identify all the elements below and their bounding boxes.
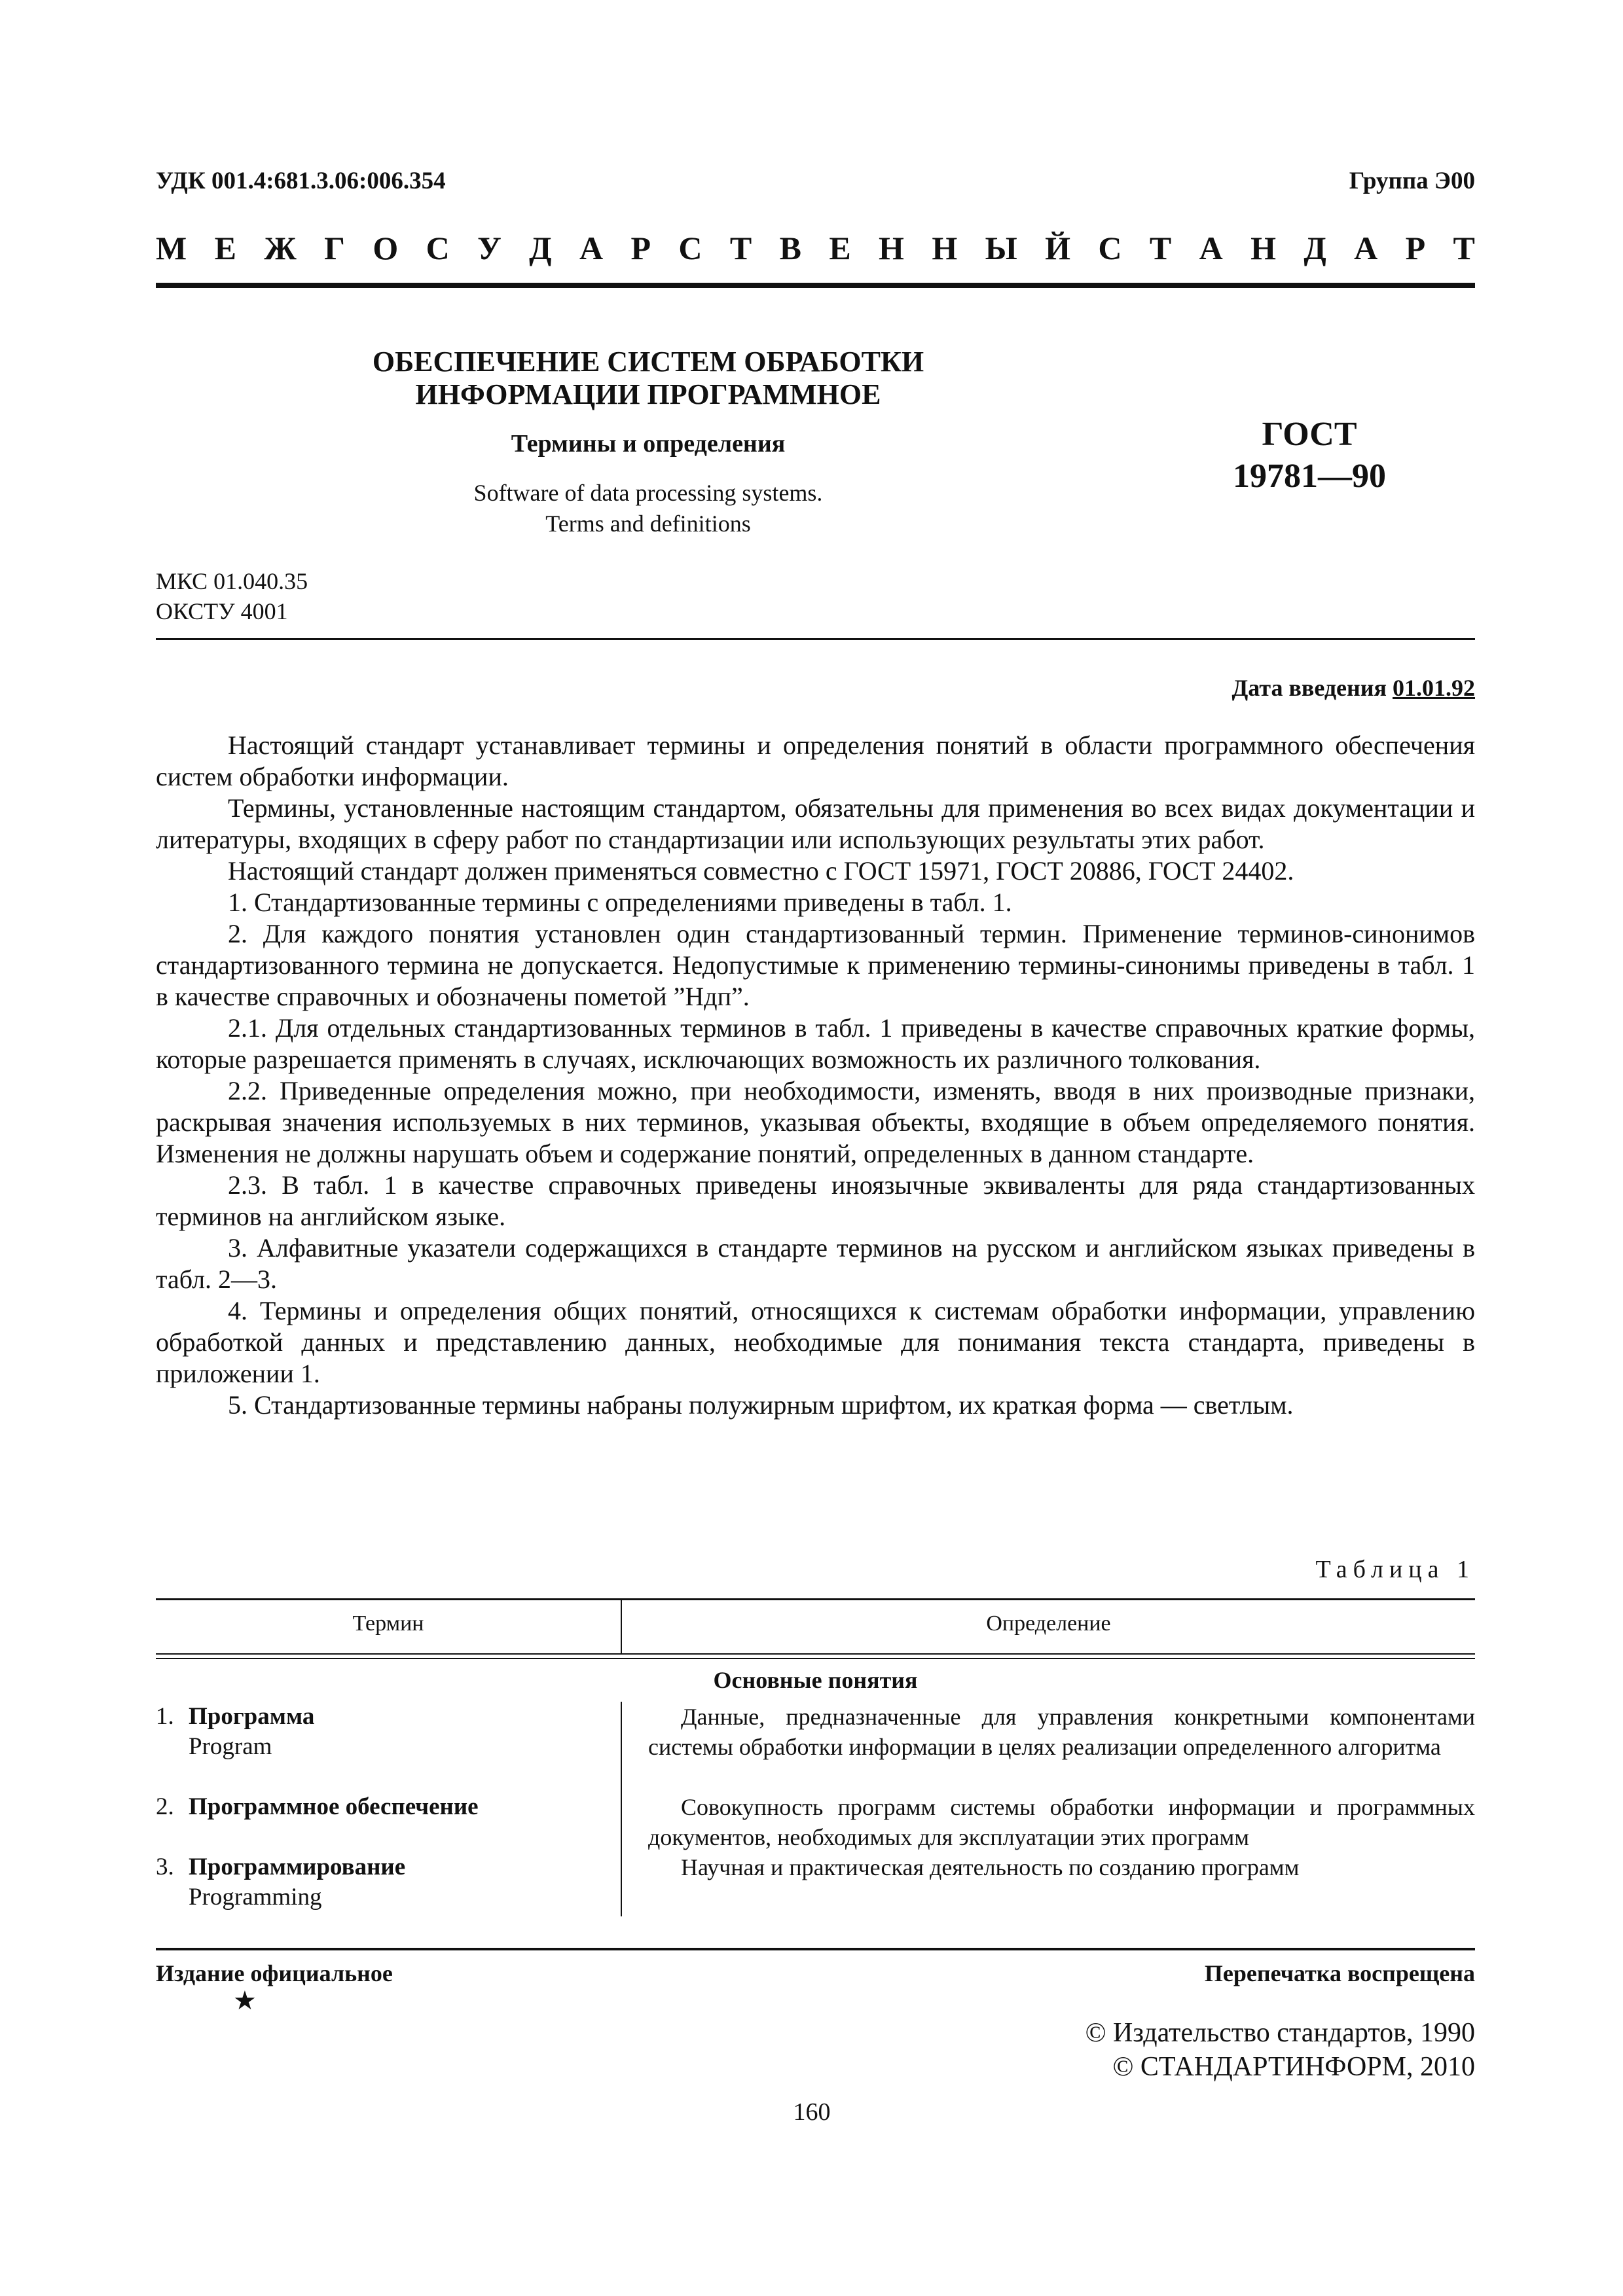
- table-row-term: [156, 1852, 614, 1912]
- page-number: 160: [793, 2098, 831, 2126]
- term-number: 2.: [156, 1793, 174, 1820]
- english-title-line-1: Software of data processing systems.: [473, 480, 823, 506]
- definition-text: Данные, предназначенные для управления конкретными компонентами системы обработки информации в целях реализации определенного алгоритма: [648, 1704, 1475, 1760]
- body-paragraph: Настоящий стандарт должен применяться совместно с ГОСТ 15971, ГОСТ 20886, ГОСТ 24402.: [228, 856, 1294, 886]
- date-value: 01.01.92: [1393, 675, 1475, 701]
- introduction-date: [1232, 674, 1476, 702]
- table-top-rule: [156, 1598, 1475, 1600]
- gost-code: 19781—90: [1233, 457, 1386, 495]
- interstate-heading-letter: А: [579, 230, 604, 266]
- body-paragraph: Настоящий стандарт устанавливает термины и определения понятий в области программного обеспечения систем обработки информации.: [156, 730, 1475, 791]
- interstate-heading-letter: А: [1199, 230, 1223, 266]
- table-header-rule: [156, 1653, 1475, 1655]
- official-edition: Издание официальное: [156, 1960, 393, 1986]
- udk-code: УДК 001.4:681.3.06:006.354: [156, 168, 446, 194]
- table-row-definition: [648, 1792, 1475, 1852]
- table-row-term: [156, 1702, 614, 1762]
- interstate-heading-letter: Д: [529, 230, 552, 266]
- interstate-heading-letter: Н: [1250, 230, 1276, 266]
- title-block: [327, 346, 969, 539]
- classification-codes: [156, 566, 308, 626]
- codes-rule: [156, 638, 1475, 640]
- interstate-heading-letter: Й: [1045, 230, 1070, 266]
- mks-code: МКС 01.040.35: [156, 568, 308, 594]
- title-line-1: ОБЕСПЕЧЕНИЕ СИСТЕМ ОБРАБОТКИ: [372, 346, 924, 378]
- interstate-heading-letter: Т: [1149, 230, 1172, 266]
- interstate-heading-letter: Т: [729, 230, 752, 266]
- interstate-heading-letter: В: [779, 230, 801, 266]
- group-code: Группа Э00: [1349, 168, 1475, 194]
- term-english: Program: [189, 1733, 272, 1760]
- interstate-heading-letter: Р: [1405, 230, 1426, 266]
- english-title: [327, 478, 969, 539]
- interstate-heading-letter: Д: [1304, 230, 1326, 266]
- body-paragraph: 2.2. Приведенные определения можно, при необходимости, изменять, вводя в них производные признаки, раскрывая значения используемых в них терминов, указывая объекты, входящие в объем определяемого понятия. Изменения не должны нарушать объем и содержание понятий, определенных в данном стандарте.: [156, 1076, 1475, 1168]
- body-paragraph: Термины, установленные настоящим стандартом, обязательны для применения во всех видах документации и литературы, входящих в сферу работ по стандартизации или использующих результаты этих работ.: [156, 793, 1475, 854]
- interstate-heading-letter: Г: [324, 230, 345, 266]
- interstate-heading-letter: С: [1098, 230, 1122, 266]
- interstate-heading-letter: У: [477, 230, 501, 266]
- table-section-title: Основные понятия: [713, 1667, 918, 1693]
- copyright-line-2: © СТАНДАРТИНФОРМ, 2010: [1112, 2052, 1475, 2082]
- term-name: Программирование: [189, 1854, 406, 1880]
- interstate-heading-letter: Н: [932, 230, 958, 266]
- interstate-heading-letter: Ж: [264, 230, 297, 266]
- date-label: Дата введения: [1231, 675, 1387, 701]
- table-row-definition: [648, 1702, 1475, 1762]
- table-row-term: [156, 1792, 614, 1822]
- table-header-divider: [621, 1600, 622, 1654]
- definition-text: Научная и практическая деятельность по созданию программ: [681, 1854, 1300, 1880]
- interstate-heading-letter: А: [1354, 230, 1378, 266]
- body-text: [156, 730, 1475, 1421]
- interstate-heading-letter: О: [373, 230, 399, 266]
- footer-rule: [156, 1948, 1475, 1950]
- table-row-definition: [648, 1852, 1475, 1882]
- body-paragraph: 2.1. Для отдельных стандартизованных терминов в табл. 1 приведены в качестве справочных краткие формы, которые разрешается применять в случаях, исключающих возможность их различного толкования.: [156, 1013, 1475, 1074]
- body-paragraph: 3. Алфавитные указатели содержащихся в стандарте терминов на русском и английском языках приведены в табл. 2—3.: [156, 1233, 1475, 1294]
- star-icon: ★: [233, 1986, 257, 2015]
- term-english: Programming: [189, 1884, 322, 1910]
- interstate-heading-letter: С: [678, 230, 702, 266]
- subtitle: Термины и определения: [511, 430, 786, 457]
- table-header-rule-2: [156, 1658, 1475, 1659]
- table-header-term: Термин: [352, 1611, 424, 1636]
- title-line-2: ИНФОРМАЦИИ ПРОГРАММНОЕ: [415, 378, 881, 410]
- table-caption: Таблица 1: [1315, 1556, 1475, 1583]
- interstate-heading-letter: Е: [214, 230, 236, 266]
- copyright-line-1: © Издательство стандартов, 1990: [1085, 2018, 1475, 2048]
- term-name: Программа: [189, 1703, 315, 1730]
- body-paragraph: 4. Термины и определения общих понятий, относящихся к системам обработки информации, управлению обработкой данных и представлению данных, необходимые для понимания текста стандарта, приведены в приложении 1.: [156, 1296, 1475, 1388]
- body-paragraph: 2.3. В табл. 1 в качестве справочных приведены иноязычные эквиваленты для ряда стандартизованных терминов на английском языке.: [156, 1170, 1475, 1231]
- copyright-block: [1085, 2016, 1475, 2084]
- term-name: Программное обеспечение: [189, 1793, 479, 1820]
- okstu-code: ОКСТУ 4001: [156, 598, 288, 624]
- body-paragraph: 1. Стандартизованные термины с определениями приведены в табл. 1.: [228, 888, 1012, 917]
- interstate-standard-heading: [156, 229, 1475, 267]
- body-paragraph: 2. Для каждого понятия установлен один стандартизованный термин. Применение терминов-синонимов стандартизованного термина не допускается. Недопустимые к применению термины-синонимы приведены в табл. 1 в качестве справочных и обозначены пометой ”Ндп”.: [156, 919, 1475, 1011]
- definition-text: Совокупность программ системы обработки информации и программных документов, необходимых для эксплуатации этих программ: [648, 1794, 1475, 1850]
- interstate-heading-letter: Ы: [985, 230, 1017, 266]
- interstate-heading-letter: Р: [630, 230, 651, 266]
- interstate-heading-letter: М: [156, 230, 187, 266]
- term-number: 1.: [156, 1703, 174, 1730]
- interstate-heading-letter: Т: [1453, 230, 1475, 266]
- english-title-line-2: Terms and definitions: [545, 511, 751, 537]
- body-paragraph: 5. Стандартизованные термины набраны полужирным шрифтом, их краткая форма — светлым.: [228, 1390, 1294, 1420]
- interstate-heading-letter: С: [426, 230, 450, 266]
- reprint-prohibited: Перепечатка воспрещена: [1204, 1960, 1475, 1986]
- term-number: 3.: [156, 1854, 174, 1880]
- header-rule: [156, 283, 1475, 288]
- table-body-divider: [621, 1702, 622, 1916]
- gost-label: ГОСТ: [1262, 416, 1357, 453]
- gost-number: [1192, 414, 1427, 497]
- interstate-heading-letter: Н: [879, 230, 904, 266]
- table-header-definition: Определение: [986, 1611, 1111, 1636]
- interstate-heading-letter: Е: [829, 230, 851, 266]
